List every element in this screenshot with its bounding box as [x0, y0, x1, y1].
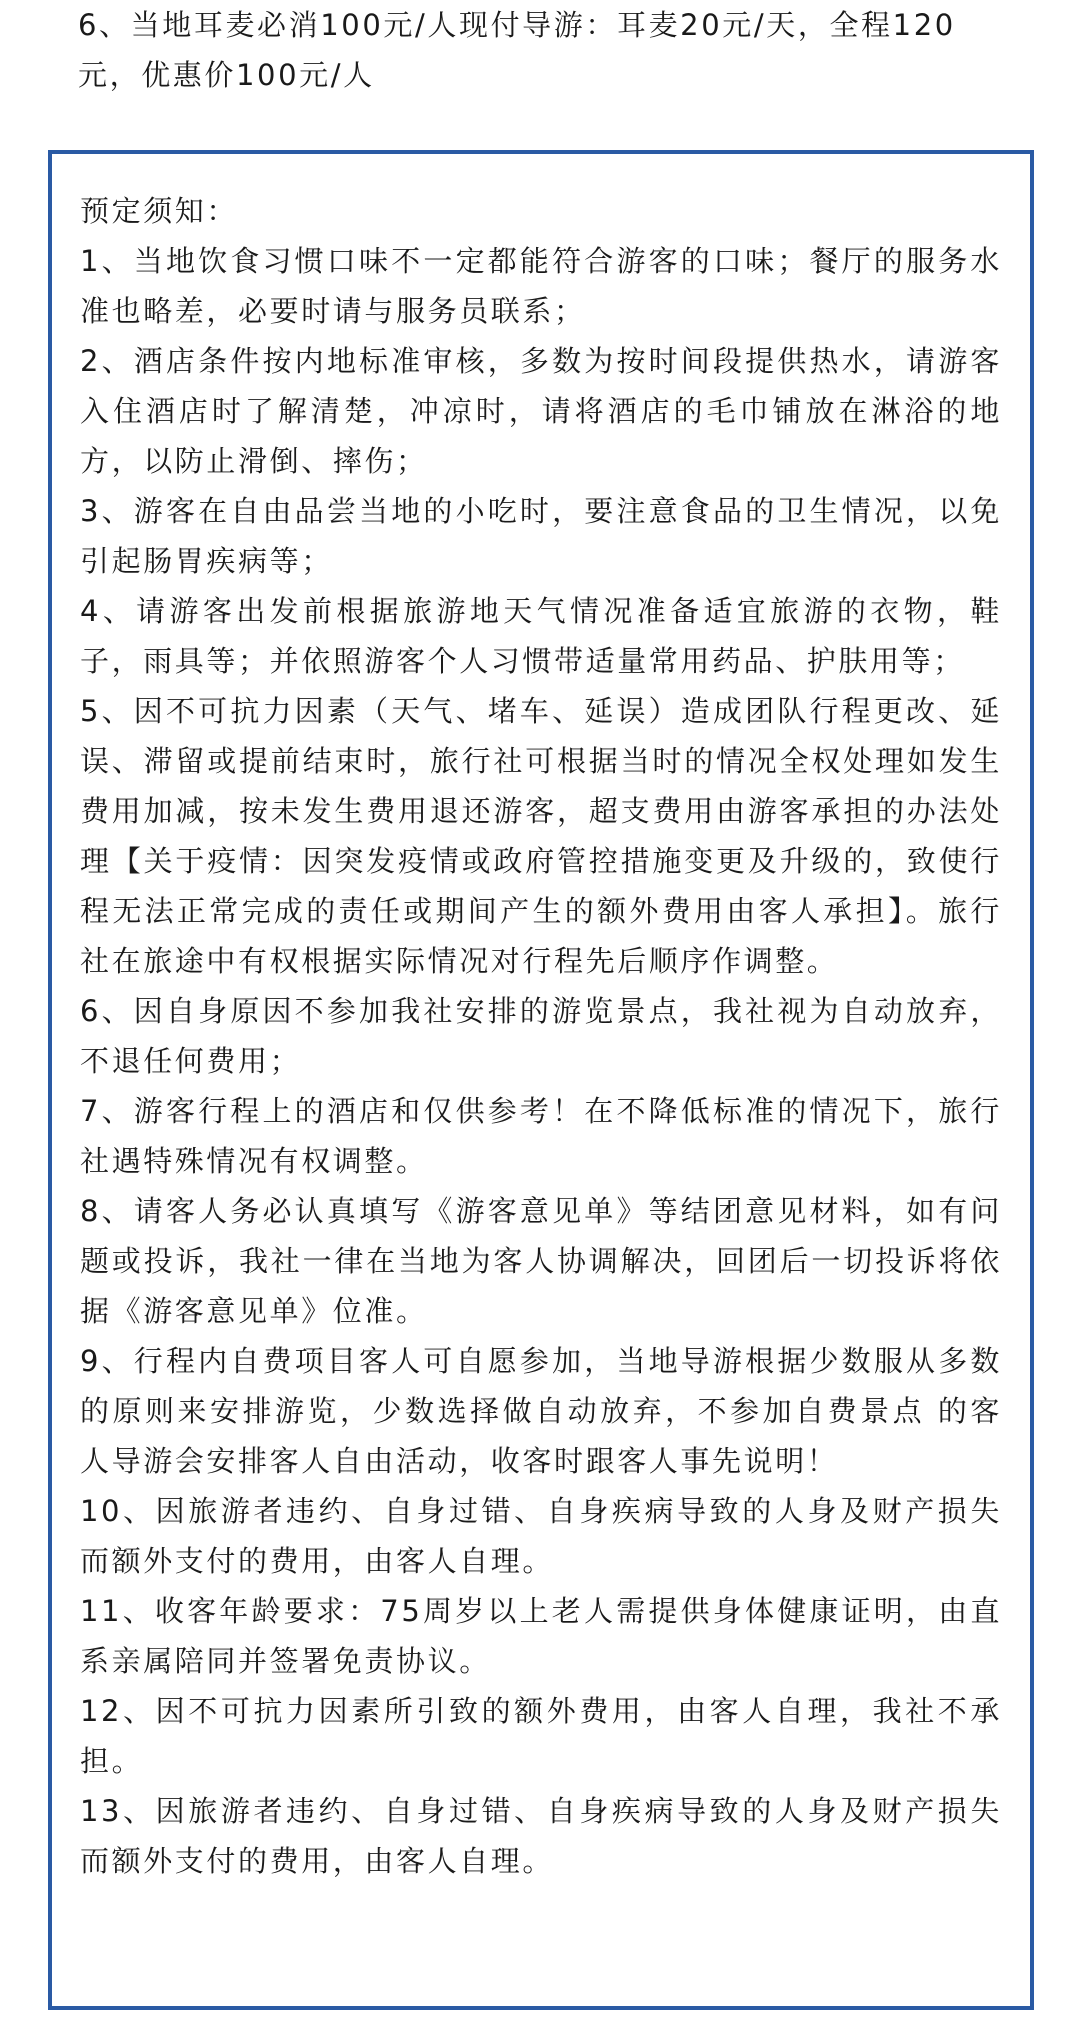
booking-notice-title: 预定须知：: [80, 194, 239, 228]
notice-item-6: 6、因自身原因不参加我社安排的游览景点，我社视为自动放弃，不退任何费用；: [80, 994, 1002, 1078]
notice-item-1: 1、当地饮食习惯口味不一定都能符合游客的口味；餐厅的服务水准也略差，必要时请与服务员联系；: [80, 244, 1002, 328]
notice-item-11: 11、收客年龄要求：75周岁以上老人需提供身体健康证明，由直系亲属陪同并签署免责协议。: [80, 1594, 1002, 1678]
headset-fee-note: [78, 0, 1008, 100]
notice-item-5: 5、因不可抗力因素（天气、堵车、延误）造成团队行程更改、延误、滞留或提前结束时，旅行社可根据当时的情况全权处理如发生费用加减，按未发生费用退还游客，超支费用由游客承担的办法处理【关于疫情：因突发疫情或政府管控措施变更及升级的，致使行程无法正常完成的责任或期间产生的额外费用由客人承担】。旅行社在旅途中有权根据实际情况对行程先后顺序作调整。: [80, 694, 1002, 978]
headset-fee-text: 6、当地耳麦必消100元/人现付导游：耳麦20元/天，全程120元，优惠价100元/人: [78, 8, 956, 92]
notice-item-8: 8、请客人务必认真填写《游客意见单》等结团意见材料，如有问题或投诉，我社一律在当地为客人协调解决，回团后一切投诉将依据《游客意见单》位准。: [80, 1194, 1002, 1328]
notice-item-3: 3、游客在自由品尝当地的小吃时，要注意食品的卫生情况，以免引起肠胃疾病等；: [80, 494, 1002, 578]
notice-item-13: 13、因旅游者违约、自身过错、自身疾病导致的人身及财产损失而额外支付的费用，由客人自理。: [80, 1794, 1002, 1878]
notice-item-7: 7、游客行程上的酒店和仅供参考！在不降低标准的情况下，旅行社遇特殊情况有权调整。: [80, 1094, 1002, 1178]
notice-item-9: 9、行程内自费项目客人可自愿参加，当地导游根据少数服从多数的原则来安排游览，少数选择做自动放弃，不参加自费景点 的客人导游会安排客人自由活动，收客时跟客人事先说明！: [80, 1344, 1002, 1478]
notice-item-2: 2、酒店条件按内地标准审核，多数为按时间段提供热水，请游客入住酒店时了解清楚，冲凉时，请将酒店的毛巾铺放在淋浴的地方，以防止滑倒、摔伤；: [80, 344, 1002, 478]
notice-item-4: 4、请游客出发前根据旅游地天气情况准备适宜旅游的衣物，鞋子，雨具等；并依照游客个人习惯带适量常用药品、护肤用等；: [80, 594, 1002, 678]
booking-notice-box: [48, 150, 1034, 2010]
notice-item-10: 10、因旅游者违约、自身过错、自身疾病导致的人身及财产损失而额外支付的费用，由客人自理。: [80, 1494, 1002, 1578]
booking-notice-list: [80, 236, 1002, 1886]
notice-item-12: 12、因不可抗力因素所引致的额外费用，由客人自理，我社不承担。: [80, 1694, 1002, 1778]
